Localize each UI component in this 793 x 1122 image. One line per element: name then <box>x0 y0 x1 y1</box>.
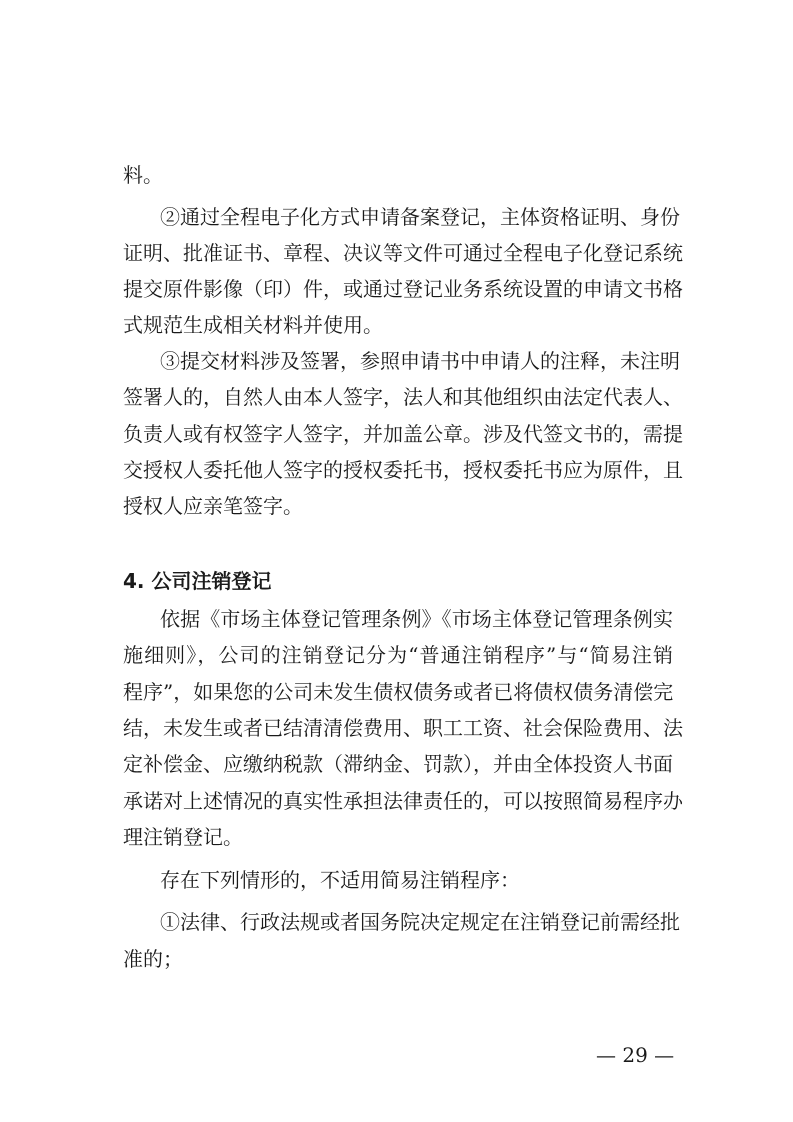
section-heading: 4. 公司注销登记 <box>123 569 272 593</box>
paragraph-line: 结，未发生或者已结清清偿费用、职工工资、社会保险费用、法 <box>123 716 683 740</box>
paragraph-line: 负责人或有权签字人签字，并加盖公章。涉及代签文书的，需提 <box>123 422 683 446</box>
paragraph-line: 证明、批准证书、章程、决议等文件可通过全程电子化登记系统 <box>123 241 683 265</box>
paragraph-line: 式规范生成相关材料并使用。 <box>123 313 383 337</box>
page-number: — 29 — <box>596 1043 675 1067</box>
paragraph-line: 签署人的，自然人由本人签字，法人和其他组织由法定代表人、 <box>123 385 683 409</box>
paragraph-line: ②通过全程电子化方式申请备案登记，主体资格证明、身份 <box>160 205 680 229</box>
paragraph-line: 理注销登记。 <box>123 825 243 849</box>
paragraph-line: ③提交材料涉及签署，参照申请书中申请人的注释，未注明 <box>160 349 680 373</box>
paragraph-line: 施细则》，公司的注销登记分为“普通注销程序”与“简易注销 <box>123 643 673 667</box>
paragraph-line: 提交原件影像（印）件，或通过登记业务系统设置的申请文书格 <box>123 277 683 301</box>
paragraph-line: 依据《市场主体登记管理条例》《市场主体登记管理条例实 <box>160 607 673 631</box>
paragraph-line: 存在下列情形的，不适用简易注销程序： <box>160 868 520 892</box>
paragraph-line: 料。 <box>123 163 163 187</box>
paragraph-line: 程序”，如果您的公司未发生债权债务或者已将债权债务清偿完 <box>123 680 674 704</box>
paragraph-line: 承诺对上述情况的真实性承担法律责任的，可以按照简易程序办 <box>123 789 683 813</box>
paragraph-line: 授权人应亲笔签字。 <box>123 494 303 518</box>
paragraph-line: ①法律、行政法规或者国务院决定规定在注销登记前需经批 <box>160 910 680 934</box>
paragraph-line: 定补偿金、应缴纳税款（滞纳金、罚款），并由全体投资人书面 <box>123 752 673 776</box>
paragraph-line: 交授权人委托他人签字的授权委托书，授权委托书应为原件，且 <box>123 458 683 482</box>
paragraph-line: 准的； <box>123 947 183 971</box>
